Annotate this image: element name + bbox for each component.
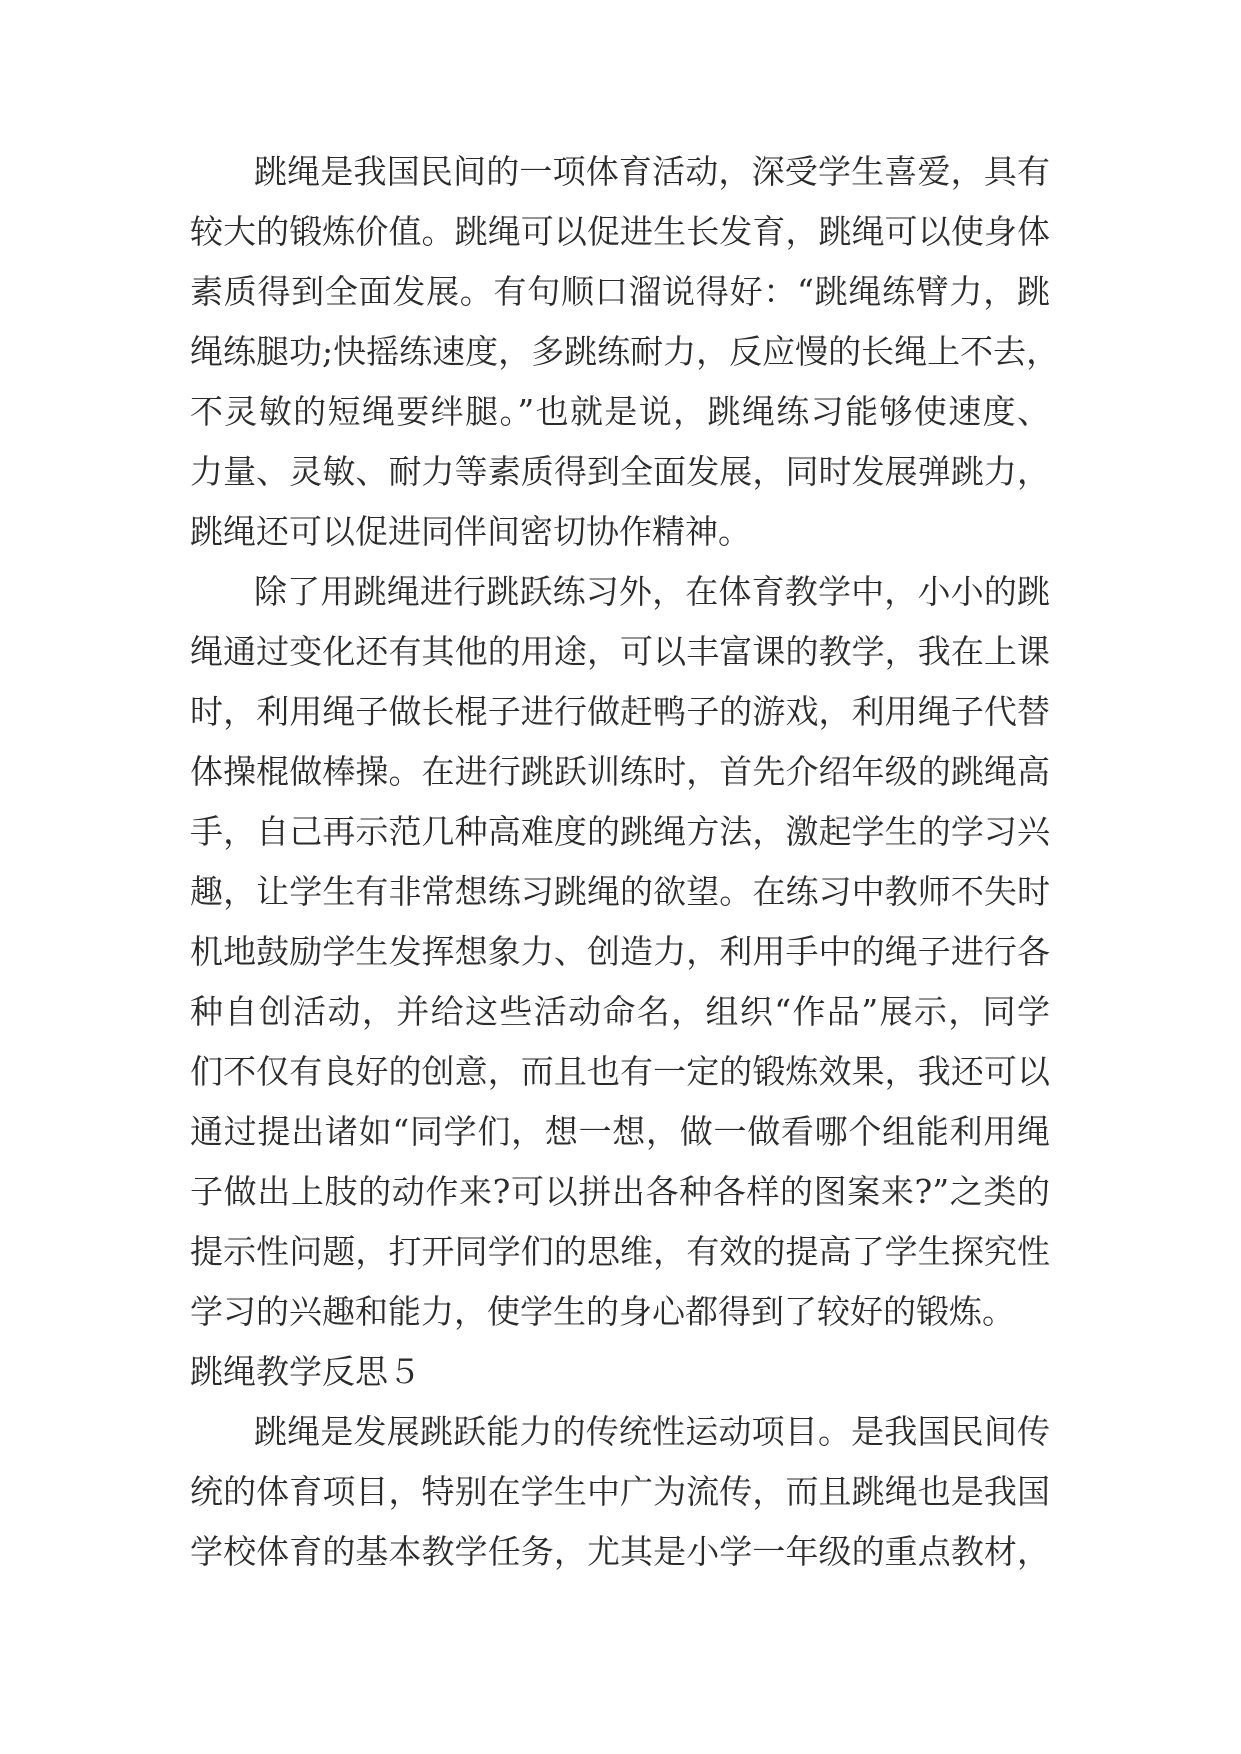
text-line: 们不仅有良好的创意，而且也有一定的锻炼效果，我还可以 xyxy=(190,1052,1050,1091)
text-line: 不灵敏的短绳要绊腿。”也就是说，跳绳练习能够使速度、 xyxy=(190,392,1050,431)
text-line: 学校体育的基本教学任务，尤其是小学一年级的重点教材， xyxy=(190,1532,1050,1571)
text-line: 子做出上肢的动作来?可以拼出各种各样的图案来?”之类的 xyxy=(190,1172,1050,1211)
text-line: 提示性问题，打开同学们的思维，有效的提高了学生探究性 xyxy=(190,1232,1050,1271)
text-line: 趣，让学生有非常想练习跳绳的欲望。在练习中教师不失时 xyxy=(190,872,1050,911)
text-line: 较大的锻炼价值。跳绳可以促进生长发育，跳绳可以使身体 xyxy=(190,212,1050,251)
text-line: 体操棍做棒操。在进行跳跃训练时，首先介绍年级的跳绳高 xyxy=(190,752,1050,791)
text-line: 除了用跳绳进行跳跃练习外，在体育教学中，小小的跳 xyxy=(254,572,1050,611)
text-line: 跳绳是我国民间的一项体育活动，深受学生喜爱，具有 xyxy=(254,152,1050,191)
text-line: 跳绳是发展跳跃能力的传统性运动项目。是我国民间传 xyxy=(254,1412,1050,1451)
text-line: 统的体育项目，特别在学生中广为流传，而且跳绳也是我国 xyxy=(190,1472,1050,1511)
text-line: 绳练腿功;快摇练速度，多跳练耐力，反应慢的长绳上不去， xyxy=(190,332,1060,371)
text-line: 学习的兴趣和能力，使学生的身心都得到了较好的锻炼。 xyxy=(190,1292,1015,1331)
section-heading: 跳绳教学反思５ xyxy=(190,1352,421,1391)
text-line: 机地鼓励学生发挥想象力、创造力，利用手中的绳子进行各 xyxy=(190,932,1050,971)
text-line: 力量、灵敏、耐力等素质得到全面发展，同时发展弹跳力， xyxy=(190,452,1050,491)
text-line: 时，利用绳子做长棍子进行做赶鸭子的游戏，利用绳子代替 xyxy=(190,692,1050,731)
text-line: 种自创活动，并给这些活动命名，组织“作品”展示，同学 xyxy=(190,992,1050,1031)
text-line: 通过提出诸如“同学们，想一想，做一做看哪个组能利用绳 xyxy=(190,1112,1050,1151)
text-line: 手，自己再示范几种高难度的跳绳方法，激起学生的学习兴 xyxy=(190,812,1050,851)
text-line: 跳绳还可以促进同伴间密切协作精神。 xyxy=(190,512,751,551)
text-line: 素质得到全面发展。有句顺口溜说得好：“跳绳练臂力，跳 xyxy=(190,272,1050,311)
text-line: 绳通过变化还有其他的用途，可以丰富课的教学，我在上课 xyxy=(190,632,1050,671)
